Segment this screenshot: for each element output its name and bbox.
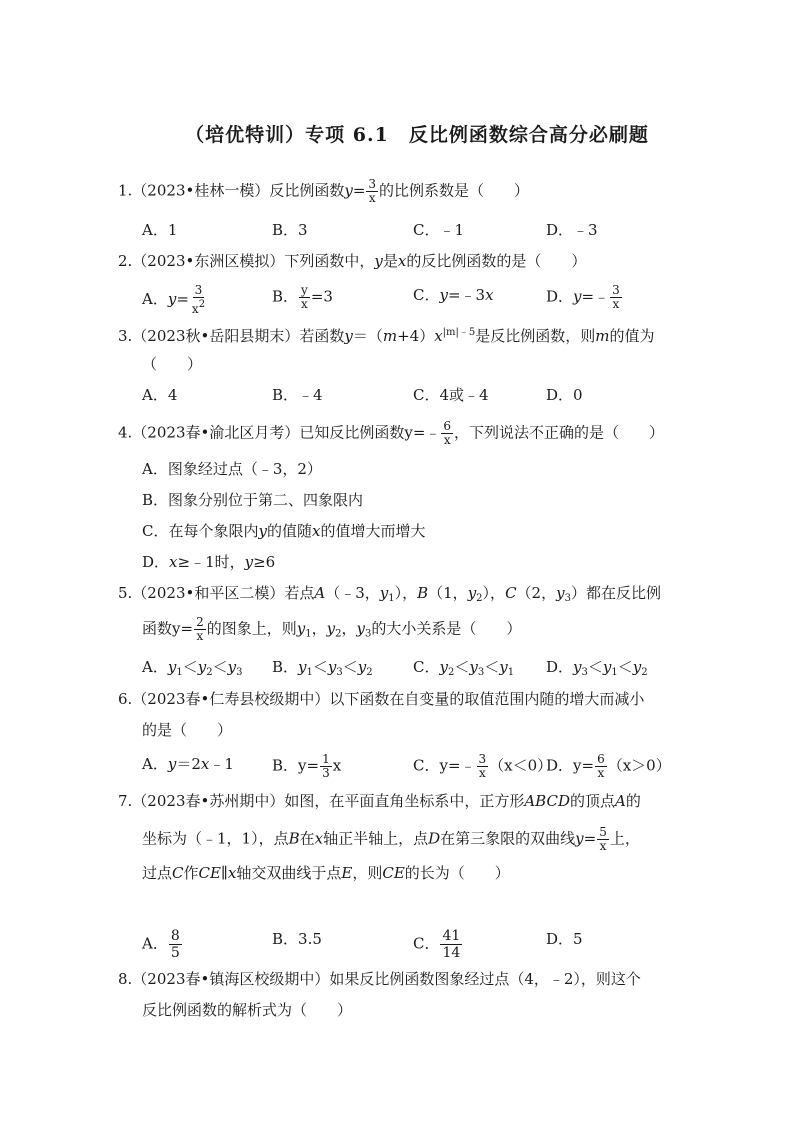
- fraction: $\frac{3}{x}$: [612, 283, 620, 311]
- q5-option-c[interactable]: C．$y_2<y_3<y_1$: [413, 658, 515, 678]
- question-8-stem: 8.（2023春•镇海区校级期中）如果反比例函数图象经过点（4，﹣2），则这个: [118, 970, 641, 988]
- q1-option-c[interactable]: C．﹣1: [413, 221, 465, 239]
- q6-option-c[interactable]: C．y=﹣ $\frac{3}{x}$ （x＜0）: [413, 752, 553, 780]
- q3-option-c[interactable]: C．4或﹣4: [413, 386, 489, 404]
- q5-option-d[interactable]: D．$y_3<y_1<y_2$: [546, 658, 648, 678]
- q2-option-a[interactable]: A．y= $\frac{3}{x^2}$: [142, 283, 206, 316]
- question-5-stem: 5.（2023•和平区二模）若点A（﹣3，$y_1$），B（1，$y_2$），C（2，$y_3$）都在反比例: [118, 584, 661, 604]
- q1-option-a[interactable]: A．1: [142, 221, 178, 239]
- q3-option-b[interactable]: B．﹣4: [272, 386, 323, 404]
- q7-option-c[interactable]: C． $\frac{41}{14}$: [413, 928, 461, 961]
- q4-option-c[interactable]: C．在每个象限内y的值随x的值增大而增大: [142, 522, 426, 540]
- fraction: $\frac{y}{x}$: [301, 283, 308, 311]
- question-8-stem-cont: 反比例函数的解析式为（ ）: [142, 1001, 353, 1019]
- q6-option-b[interactable]: B．y= $\frac{1}{3}$ x: [272, 752, 342, 780]
- q6-option-a[interactable]: A．y＝2x﹣1: [142, 755, 234, 773]
- q5-option-b[interactable]: B．$y_1<y_3<y_2$: [272, 658, 373, 678]
- q2-option-c[interactable]: C．y=﹣3x: [413, 286, 494, 304]
- page-title: （培优特训）专项 6.1 反比例函数综合高分必刷题: [185, 124, 649, 146]
- q4-option-a[interactable]: A．图象经过点（﹣3，2）: [142, 460, 322, 478]
- q3-option-d[interactable]: D．0: [546, 386, 583, 404]
- q2-option-b[interactable]: B． $\frac{y}{x}$ =3: [272, 283, 333, 311]
- question-7-stem-line3: 过点C作CE∥x轴交双曲线于点E，则CE的长为（ ）: [142, 864, 510, 882]
- fraction: $\frac{1}{3}$: [322, 752, 330, 780]
- question-2-stem: 2.（2023•东洲区模拟）下列函数中，y是x的反比例函数的是（ ）: [118, 252, 587, 270]
- q4-option-d[interactable]: D．x≥﹣1时，y≥6: [142, 553, 276, 571]
- fraction: $\frac{3}{x}$: [368, 177, 377, 205]
- fraction: $\frac{5}{x}$: [599, 825, 607, 853]
- q7-option-b[interactable]: B．3.5: [272, 930, 322, 948]
- question-1-stem: 1.（2023•桂林一模）反比例函数y= $\frac{3}{x}$ 的比例系数是（ ）: [118, 177, 530, 205]
- q4-option-b[interactable]: B．图象分别位于第二、四象限内: [142, 491, 364, 509]
- q1-option-b[interactable]: B．3: [272, 221, 308, 239]
- q7-option-d[interactable]: D．5: [546, 930, 583, 948]
- fraction: $\frac{3}{x^2}$: [191, 283, 206, 316]
- q2-option-d[interactable]: D．y=﹣ $\frac{3}{x}$: [546, 283, 620, 311]
- fraction: $\frac{6}{x}$: [597, 752, 605, 780]
- question-7-stem-line2: 坐标为（﹣1，1），点B在x轴正半轴上，点D在第三象限的双曲线y= $\frac{5}{x}$ 上，: [142, 825, 640, 853]
- fraction: $\frac{8}{5}$: [170, 928, 180, 961]
- question-6-stem-cont: 的是（ ）: [142, 721, 233, 739]
- fraction: $\frac{2}{x}$: [196, 615, 204, 643]
- q6-option-d[interactable]: D．y= $\frac{6}{x}$ （x＞0）: [546, 752, 671, 780]
- fraction: $\frac{41}{14}$: [442, 928, 461, 961]
- q1-option-d[interactable]: D．﹣3: [546, 221, 598, 239]
- q7-option-a[interactable]: A． $\frac{8}{5}$: [142, 928, 180, 961]
- question-3-stem: 3.（2023秋•岳阳县期末）若函数$y=(m+4)x^{|m|﹣5}$是反比例函数，则m的值为: [118, 327, 655, 345]
- question-5-stem-cont: 函数y= $\frac{2}{x}$ 的图象上，则$y_1$，$y_2$，$y_3$的大小关系是（ ）: [142, 615, 522, 643]
- q3-option-a[interactable]: A．4: [142, 386, 178, 404]
- question-4-stem: 4.（2023春•渝北区月考）已知反比例函数y=﹣ $\frac{6}{x}$ ，下列说法不正确的是（ ）: [118, 419, 665, 447]
- q5-option-a[interactable]: A．$y_1<y_2<y_3$: [142, 658, 243, 678]
- question-3-stem-cont: （ ）: [142, 355, 203, 373]
- question-6-stem: 6.（2023春•仁寿县校级期中）以下函数在自变量的取值范围内随的增大而减小: [118, 690, 645, 708]
- fraction: $\frac{3}{x}$: [478, 752, 487, 780]
- question-7-stem-line1: 7.（2023春•苏州期中）如图，在平面直角坐标系中，正方形ABCD的顶点A的: [118, 792, 641, 810]
- fraction: $\frac{6}{x}$: [443, 419, 452, 447]
